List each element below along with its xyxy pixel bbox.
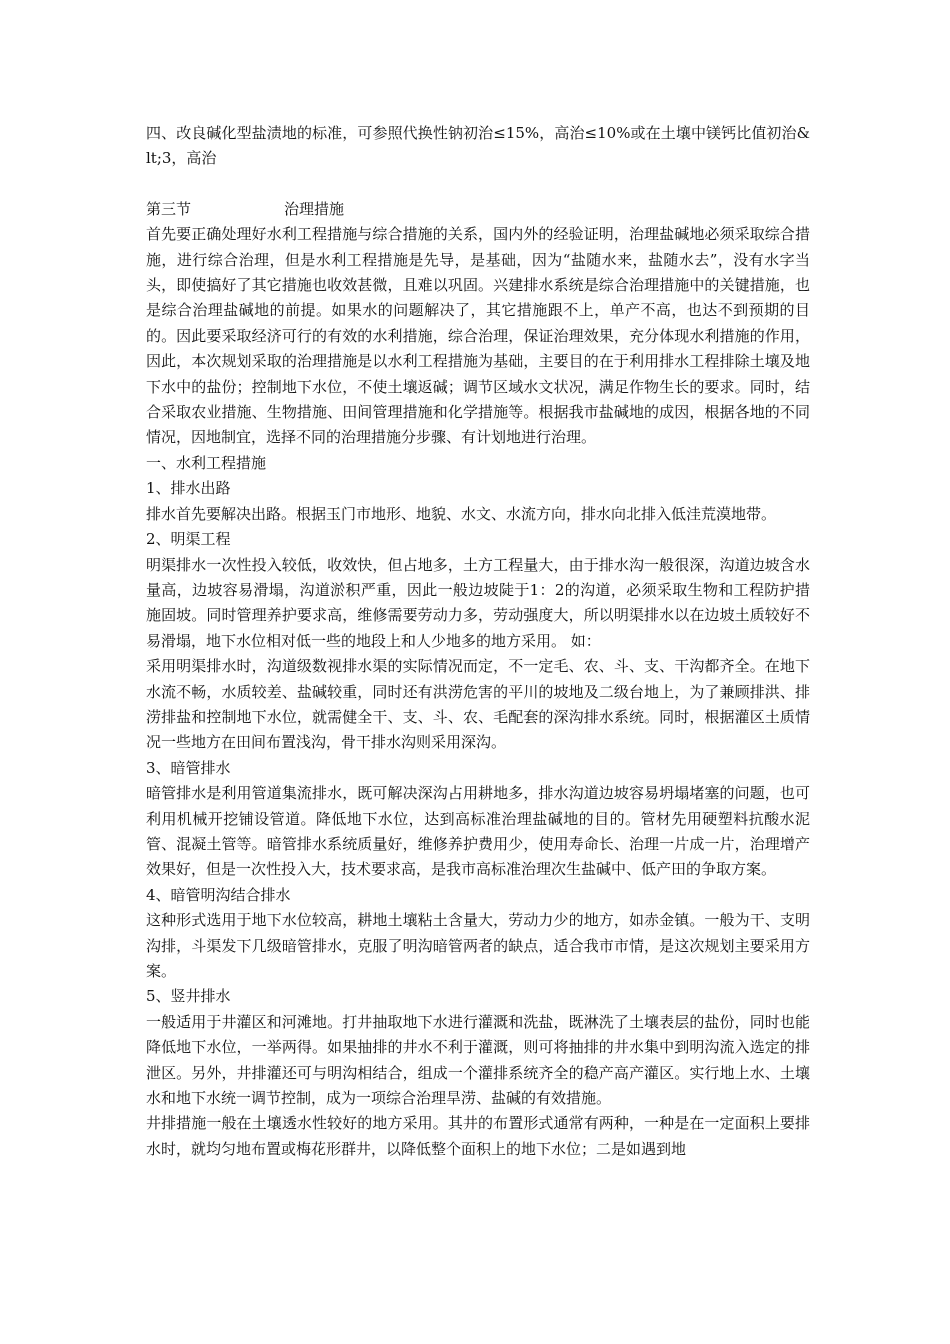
subheading-drainage-outlet: 1、排水出路 [146, 479, 231, 498]
paragraph-vertical-well: 一般适用于井灌区和河滩地。打井抽取地下水进行灌溉和洗盐，既淋洗了土壤表层的盐份，同时也能降低地下水位，一举两得。如果抽排的井水不利于灌溉，则可将抽排的井水集中到明沟流入选定的排泄区。另外，井排灌还可与明沟相结合，组成一个灌排系统齐全的稳产高产灌区。实行地上水、土壤水和地下水统一调节控制，成为一项综合治理旱涝、盐碱的有效措施。 [146, 1012, 810, 1108]
subheading-vertical-well: 5、竖井排水 [146, 987, 231, 1006]
subheading-underground-pipe: 3、暗管排水 [146, 758, 231, 777]
section-heading [146, 197, 810, 222]
paragraph-drainage-outlet: 排水首先要解决出路。根据玉门市地形、地貌、水文、水流方向，排水向北排入低洼荒漠地带。 [146, 504, 777, 523]
paragraph-combined-drainage: 这种形式选用于地下水位较高，耕地土壤粘土含量大，劳动力少的地方，如赤金镇。一般为干、支明沟排，斗渠发下几级暗管排水，克服了明沟暗管两者的缺点，适合我市市情，是这次规划主要采用方案。 [146, 911, 810, 980]
section-name: 治理措施 [284, 199, 345, 218]
paragraph-open-channel-levels: 采用明渠排水时，沟道级数视排水渠的实际情况而定，不一定毛、农、斗、支、干沟都齐全。在地下水流不畅，水质较差、盐碱较重，同时还有洪涝危害的平川的坡地及二级台地上，为了兼顾排洪、排涝排盐和控制地下水位，就需健全干、支、斗、农、毛配套的深沟排水系统。同时，根据灌区土质情况一些地方在田间布置浅沟，骨干排水沟则采用深沟。 [146, 657, 810, 752]
paragraph-standard: 四、改良碱化型盐渍地的标准，可参照代换性钠初治≤15%，高治≤10%或在土壤中镁钙比值初治&lt;3，高治 [146, 124, 810, 168]
document-page [146, 121, 810, 1162]
subheading-combined-drainage: 4、暗管明沟结合排水 [146, 885, 291, 904]
paragraph-well-layout: 井排措施一般在土壤透水性较好的地方采用。其井的布置形式通常有两种，一种是在一定面积上要排水时，就均匀地布置或梅花形群井，以降低整个面积上的地下水位；二是如遇到地 [146, 1114, 810, 1158]
heading-water-measures: 一、水利工程措施 [146, 453, 267, 472]
section-number: 第三节 [146, 199, 192, 218]
paragraph-underground-pipe: 暗管排水是利用管道集流排水，既可解决深沟占用耕地多，排水沟道边坡容易坍塌堵塞的问题，也可利用机械开挖铺设管道。降低地下水位，达到高标准治理盐碱地的目的。管材先用硬塑料抗酸水泥管、混凝土管等。暗管排水系统质量好，维修养护费用少，使用寿命长、治理一片成一片，治理增产效果好，但是一次性投入大，技术要求高，是我市高标准治理次生盐碱中、低产田的争取方案。 [146, 784, 810, 879]
blank-line [146, 172, 810, 197]
paragraph-open-channel: 明渠排水一次性投入较低，收效快，但占地多，土方工程量大，由于排水沟一般很深，沟道边坡含水量高，边坡容易滑塌，沟道淤积严重，因此一般边坡陡于1：2的沟道，必须采取生物和工程防护措施固坡。同时管理养护要求高，维修需要劳动力多，劳动强度大，所以明渠排水以在边坡土质较好不易滑塌，地下水位相对低一些的地段上和人少地多的地方采用。 如： [146, 555, 810, 650]
subheading-open-channel: 2、明渠工程 [146, 530, 231, 549]
paragraph-intro: 首先要正确处理好水利工程措施与综合措施的关系，国内外的经验证明，治理盐碱地必须采取综合措施，进行综合治理，但是水利工程措施是先导，是基础，因为“盐随水来，盐随水去”，没有水字当头，即使搞好了其它措施也收效甚微，且难以巩固。兴建排水系统是综合治理措施中的关键措施，也是综合治理盐碱地的前提。如果水的问题解决了，其它措施跟不上，单产不高，也达不到预期的目的。因此要采取经济可行的有效的水利措施，综合治理，保证治理效果，充分体现水利措施的作用，因此，本次规划采取的治理措施是以水利工程措施为基础，主要目的在于利用排水工程排除土壤及地下水中的盐份；控制地下水位，不使土壤返碱；调节区域水文状况，满足作物生长的要求。同时，结合采取农业措施、生物措施、田间管理措施和化学措施等。根据我市盐碱地的成因，根据各地的不同情况，因地制宜，选择不同的治理措施分步骤、有计划地进行治理。 [146, 225, 810, 447]
